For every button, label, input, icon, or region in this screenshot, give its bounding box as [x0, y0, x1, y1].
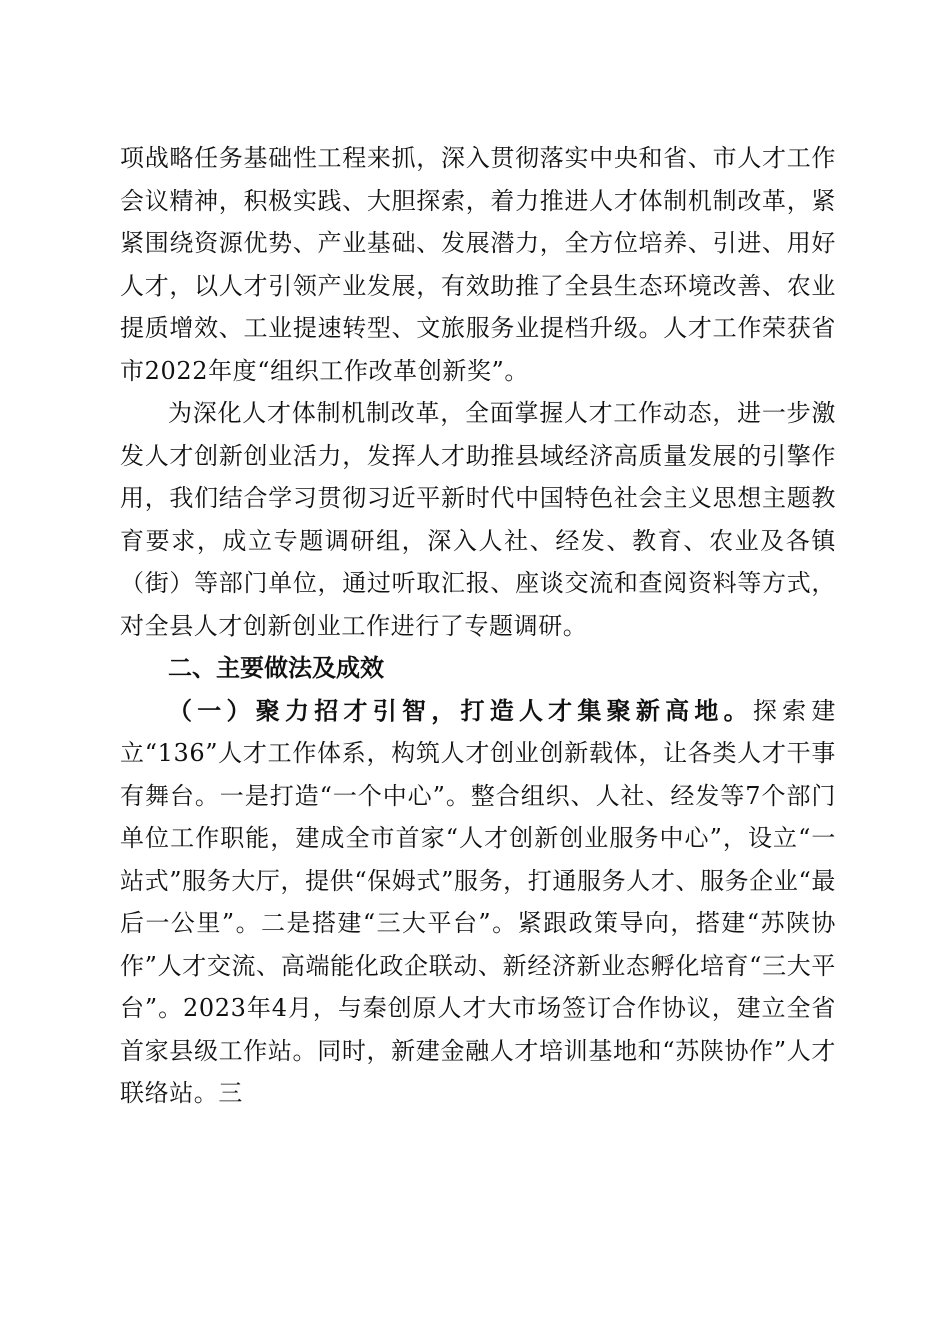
paragraph-talent-recruitment — [120, 690, 836, 1115]
paragraph-research-intro: 为深化人才体制机制改革，全面掌握人才工作动态，进一步激发人才创新创业活力，发挥人才助推县域经济高质量发展的引擎作用，我们结合学习贯彻习近平新时代中国特色社会主义思想主题教育要求，成立专题调研组，深入人社、经发、教育、农业及各镇（街）等部门单位，通过听取汇报、座谈交流和查阅资料等方式，对全县人才创新创业工作进行了专题调研。 — [120, 399, 836, 640]
subsection-lead-title: （一）聚力招才引智，打造人才集聚新高地。 — [168, 695, 753, 725]
subsection-body: 探索建立“136”人才工作体系，构筑人才创业创新载体，让各类人才干事有舞台。一是打造“一个中心”。整合组织、人社、经发等7个部门单位工作职能，建成全市首家“人才创新创业服务中心”，设立“一站式”服务大厅，提供“保姆式”服务，打通服务人才、服务企业“最后一公里”。二是搭建“三大平台”。紧跟政策导向，搭建“苏陕协作”人才交流、高端能化政企联动、新经济新业态孵化培育“三大平台”。2023年4月，与秦创原人才大市场签订合作协议，建立全省首家县级工作站。同时，新建金融人才培训基地和“苏陕协作”人才联络站。三 — [120, 696, 836, 1107]
paragraph-strategy: 项战略任务基础性工程来抓，深入贯彻落实中央和省、市人才工作会议精神，积极实践、大胆探索，着力推进人才体制机制改革，紧紧围绕资源优势、产业基础、发展潜力，全方位培养、引进、用好人才，以人才引领产业发展，有效助推了全县生态环境改善、农业提质增效、工业提速转型、文旅服务业提档升级。人才工作荣获省市2022年度“组织工作改革创新奖”。 — [120, 144, 836, 385]
document-page — [120, 137, 836, 1115]
section-heading-main-practices: 二、主要做法及成效 — [168, 654, 384, 682]
